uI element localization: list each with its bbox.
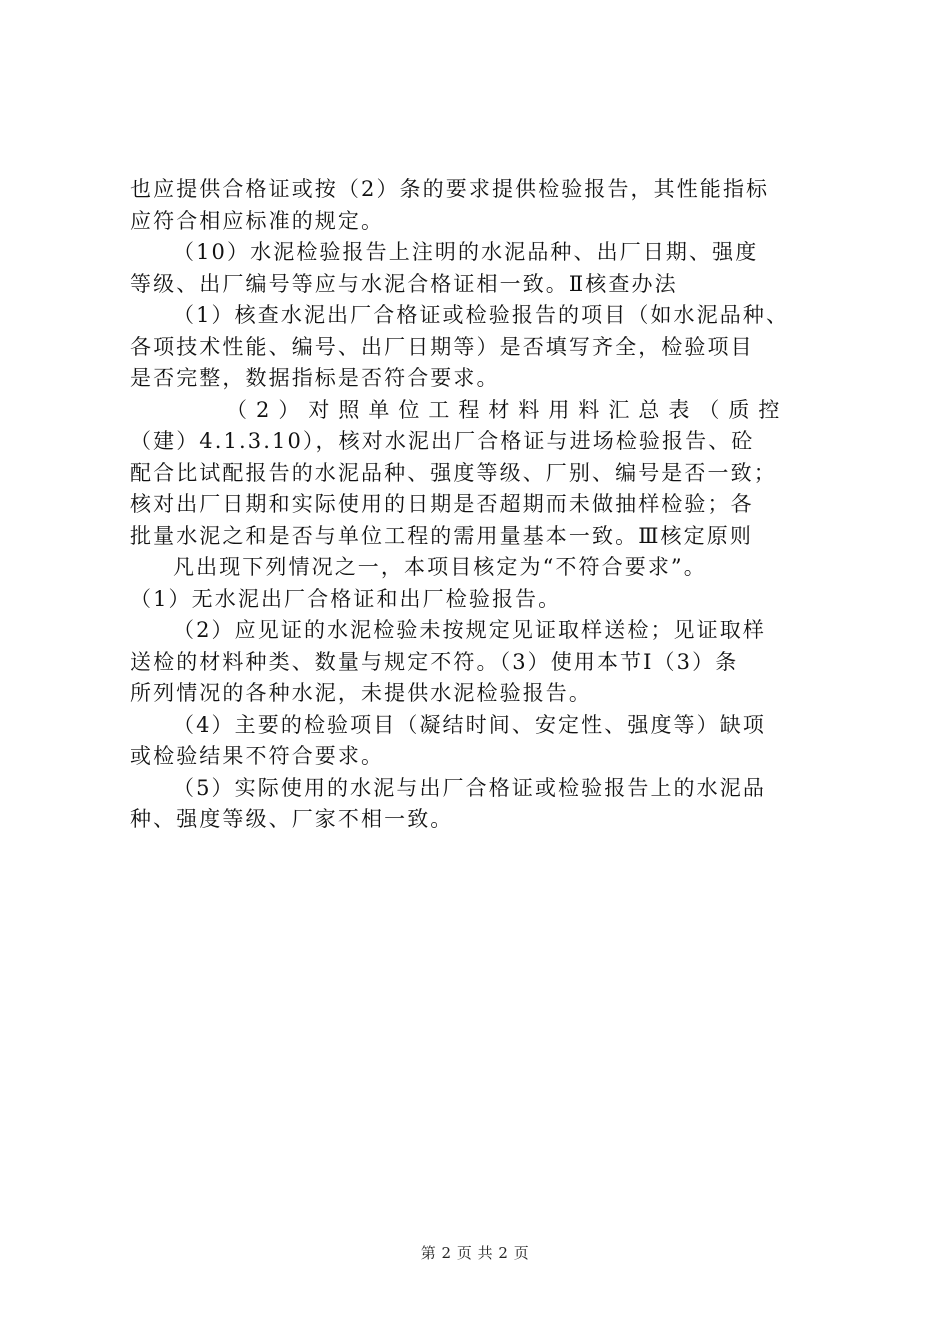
page-number: 第 2 页 共 2 页 (420, 1244, 530, 1262)
text-line: 各项技术性能、编号、出厂日期等）是否填写齐全，检验项目 (130, 334, 754, 359)
text-line: （5）实际使用的水泥与出厂合格证或检验报告上的水泥品 (173, 775, 766, 800)
text-line: 所列情况的各种水泥，未提供水泥检验报告。 (130, 681, 592, 705)
text-line: 也应提供合格证或按（2）条的要求提供检验报告，其性能指标 (130, 177, 770, 201)
text-line: 种、强度等级、厂家不相一致。 (130, 807, 454, 831)
document-body (130, 174, 830, 836)
text-line: （1）核查水泥出厂合格证或检验报告的项目（如水泥品种、 (173, 303, 790, 327)
text-line: （4）主要的检验项目（凝结时间、安定性、强度等）缺项 (173, 712, 766, 737)
text-line: 核对出厂日期和实际使用的日期是否超期而未做抽样检验；各 (130, 492, 754, 516)
text-line: （1）无水泥出厂合格证和出厂检验报告。 (130, 586, 562, 611)
text-line: 批量水泥之和是否与单位工程的需用量基本一致。Ⅲ核定原则 (130, 523, 753, 548)
text-line: （建）4.1.3.10），核对水泥出厂合格证与进场检验报告、砼 (130, 429, 755, 453)
text-line: （10）水泥检验报告上注明的水泥品种、出厂日期、强度 (173, 240, 759, 264)
text-line: （2）应见证的水泥检验未按规定见证取样送检；见证取样 (173, 618, 766, 642)
text-line: 等级、出厂编号等应与水泥合格证相一致。Ⅱ核查办法 (130, 271, 678, 296)
text-line: 是否完整，数据指标是否符合要求。 (130, 366, 500, 390)
text-line: 应符合相应标准的规定。 (130, 208, 385, 233)
text-line: 或检验结果不符合要求。 (130, 744, 385, 768)
text-line: 配合比试配报告的水泥品种、强度等级、厂别、编号是否一致； (130, 460, 777, 485)
text-line: （2）对照单位工程材料用料汇总表（质控 (226, 397, 789, 422)
text-line: 凡出现下列情况之一，本项目核定为“不符合要求”。 (173, 555, 707, 579)
text-line: 送检的材料种类、数量与规定不符。（3）使用本节Ⅰ（3）条 (130, 649, 739, 674)
